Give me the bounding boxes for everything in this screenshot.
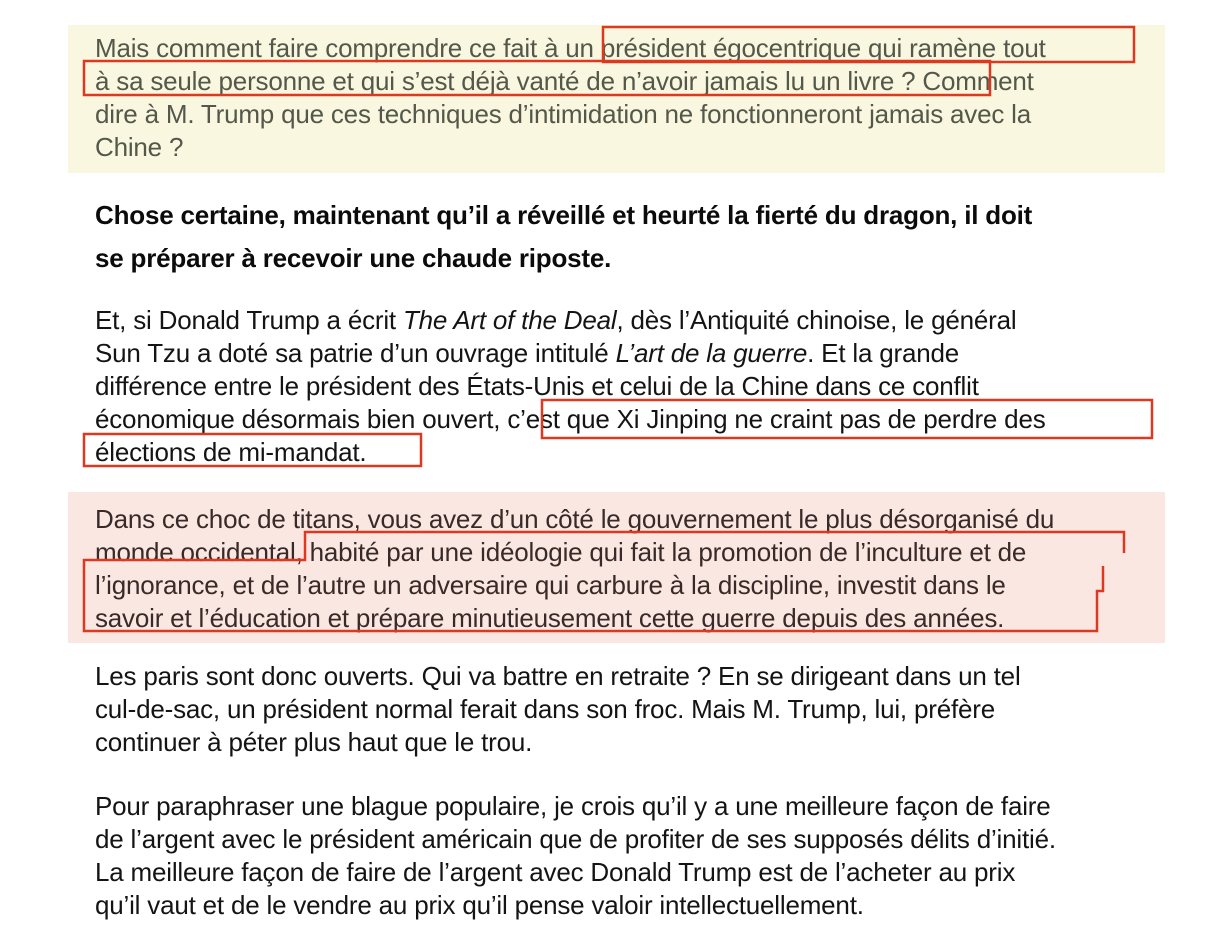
text-line: de l’argent avec le président américain que de profiter de ses supposés délits d’initié. bbox=[95, 824, 1056, 854]
book-title-italic: L’art de la guerre bbox=[615, 338, 808, 368]
text-line: savoir et l’éducation et prépare minutieusement cette guerre depuis des années. bbox=[95, 603, 1005, 633]
text-line: qu’il vaut et de le vendre au prix qu’il pense valoir intellectuellement. bbox=[95, 890, 864, 920]
book-title-italic: The Art of the Deal bbox=[402, 305, 617, 335]
text-segment: . Et la grande bbox=[807, 338, 959, 368]
paragraph-body-2 bbox=[95, 660, 1021, 759]
paragraph-body-1 bbox=[95, 304, 1046, 469]
text-line: l’ignorance, et de l’autre un adversaire qui carbure à la discipline, investit dans le bbox=[95, 570, 1006, 600]
paragraph-body-3 bbox=[95, 790, 1056, 922]
text-line bbox=[95, 304, 1046, 337]
text-line: Dans ce choc de titans, vous avez d’un côté le gouvernement le plus désorganisé du bbox=[95, 504, 1055, 534]
text-line: élections de mi-mandat. bbox=[95, 437, 367, 467]
text-line: économique désormais bien ouvert, c’est que Xi Jinping ne craint pas de perdre des bbox=[95, 404, 1046, 434]
text-line: La meilleure façon de faire de l’argent avec Donald Trump est de l’acheter au prix bbox=[95, 857, 1016, 887]
text-line: Chose certaine, maintenant qu’il a réveillé et heurté la fierté du dragon, il doit bbox=[95, 200, 1033, 230]
text-line: se préparer à recevoir une chaude riposte. bbox=[95, 243, 612, 273]
text-line: dire à M. Trump que ces techniques d’intimidation ne fonctionneront jamais avec la bbox=[95, 99, 1032, 129]
text-line: différence entre le président des États-Unis et celui de la Chine dans ce conflit bbox=[95, 371, 979, 401]
paragraph-highlight-pink bbox=[68, 492, 1165, 643]
text-line: Chine ? bbox=[95, 132, 184, 162]
text-segment: Et, si Donald Trump a écrit bbox=[95, 305, 403, 335]
text-line: à sa seule personne et qui s’est déjà vanté de n’avoir jamais lu un livre ? Comment bbox=[95, 66, 1034, 96]
text-line: Pour paraphraser une blague populaire, je crois qu’il y a une meilleure façon de faire bbox=[95, 791, 1051, 821]
text-line: cul-de-sac, un président normal ferait dans son froc. Mais M. Trump, lui, préfère bbox=[95, 694, 995, 724]
text-line: continuer à péter plus haut que le trou. bbox=[95, 727, 533, 757]
text-line: Mais comment faire comprendre ce fait à un président égocentrique qui ramène tout bbox=[95, 33, 1046, 63]
paragraph-highlight-yellow bbox=[68, 25, 1165, 173]
text-line: Les paris sont donc ouverts. Qui va battre en retraite ? En se dirigeant dans un tel bbox=[95, 661, 1021, 691]
paragraph-bold bbox=[95, 194, 1032, 280]
text-line bbox=[95, 337, 1046, 370]
text-segment: Sun Tzu a doté sa patrie d’un ouvrage intitulé bbox=[95, 338, 616, 368]
text-line: monde occidental, habité par une idéologie qui fait la promotion de l’inculture et de bbox=[95, 537, 1027, 567]
text-segment: , dès l’Antiquité chinoise, le général bbox=[616, 305, 1017, 335]
